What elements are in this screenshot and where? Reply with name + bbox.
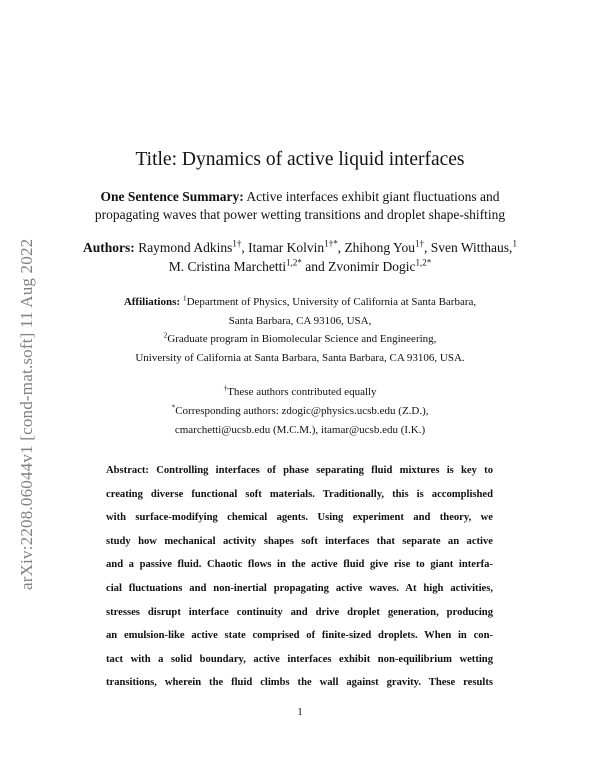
author-affil-mark: 1† — [414, 238, 424, 249]
author-separator: , — [423, 240, 431, 255]
corresponding-authors-line1: Corresponding authors: zdogic@physics.ucsb.edu (Z.D.), — [175, 405, 429, 417]
abstract-line: cial fluctuations and non-inertial propagating active waves. At high activities, — [106, 582, 493, 594]
affil-mark: 1 — [182, 293, 187, 303]
author-name: Raymond Adkins — [138, 240, 233, 255]
author-affil-mark: 1 — [512, 238, 517, 249]
affiliation-2-line2: University of California at Santa Barbara, Santa Barbara, CA 93106, USA. — [135, 351, 465, 364]
author-separator: , — [241, 240, 249, 255]
summary-label: One Sentence Summary: — [100, 189, 244, 204]
author-name: M. Cristina Marchetti — [168, 259, 287, 274]
equal-contribution-mark: † — [223, 383, 228, 393]
authors-label: Authors: — [83, 240, 135, 255]
one-sentence-summary — [70, 188, 530, 224]
arxiv-sidebar-stamp — [14, 182, 40, 590]
author-affil-mark: 1† — [232, 238, 242, 249]
author-name: Itamar Kolvin — [248, 240, 325, 255]
abstract-line: tact with a solid boundary, active interfaces exhibit non-equilibrium wetting — [106, 653, 493, 665]
abstract-line: Abstract: Controlling interfaces of phase separating fluid mixtures is key to — [106, 465, 493, 476]
summary-text-line2: propagating waves that power wetting transitions and droplet shape-shifting — [94, 207, 506, 222]
affiliation-1-line2: Santa Barbara, CA 93106, USA, — [228, 314, 372, 327]
author-affil-mark: 1,2* — [286, 257, 302, 268]
affiliation-1-line1: Department of Physics, University of California at Santa Barbara, — [186, 296, 477, 308]
paper-title: Title: Dynamics of active liquid interfaces — [135, 149, 465, 170]
page-number: 1 — [297, 706, 303, 718]
author-list — [62, 238, 538, 276]
author-separator: and — [301, 259, 329, 274]
arxiv-identifier: arXiv:2208.06044v1 [cond-mat.soft] 11 Aug 2022 — [17, 238, 36, 590]
abstract-line: an emulsion-like active state comprised of finite-sized droplets. When in con- — [106, 630, 493, 642]
abstract — [106, 459, 493, 695]
affiliations-label: Affiliations: — [123, 296, 181, 308]
affiliations — [60, 293, 540, 367]
author-notes — [60, 383, 540, 440]
abstract-line: and a passive fluid. Chaotic flows in the active fluid give rise to giant interfa- — [106, 559, 493, 571]
abstract-line: stresses disrupt interface continuity and drive droplet generation, producing — [106, 606, 493, 618]
corresponding-mark: * — [171, 402, 176, 412]
equal-contribution-note: These authors contributed equally — [227, 386, 377, 398]
author-name: Zhihong You — [344, 240, 415, 255]
affiliation-2-line1: Graduate program in Biomolecular Science and Engineering, — [167, 333, 437, 345]
author-affil-mark: 1†* — [324, 238, 338, 249]
abstract-line: study how mechanical activity shapes soft interfaces that separate an active — [106, 535, 493, 547]
corresponding-authors-line2: cmarchetti@ucsb.edu (M.C.M.), itamar@ucsb.edu (I.K.) — [174, 424, 426, 436]
affil-mark: 2 — [163, 330, 168, 340]
abstract-line: creating diverse functional soft materials. Traditionally, this is accomplished — [106, 488, 493, 500]
author-name: Sven Witthaus, — [430, 240, 513, 255]
summary-text-line1: Active interfaces exhibit giant fluctuations and — [243, 189, 500, 204]
author-separator: , — [337, 240, 345, 255]
abstract-line: with surface-modifying chemical agents. Using experiment and theory, we — [106, 512, 493, 524]
abstract-line: transitions, wherein the fluid climbs the wall against gravity. These results — [106, 677, 493, 689]
author-name: Zvonimir Dogic — [328, 259, 416, 274]
author-affil-mark: 1,2* — [415, 257, 432, 268]
